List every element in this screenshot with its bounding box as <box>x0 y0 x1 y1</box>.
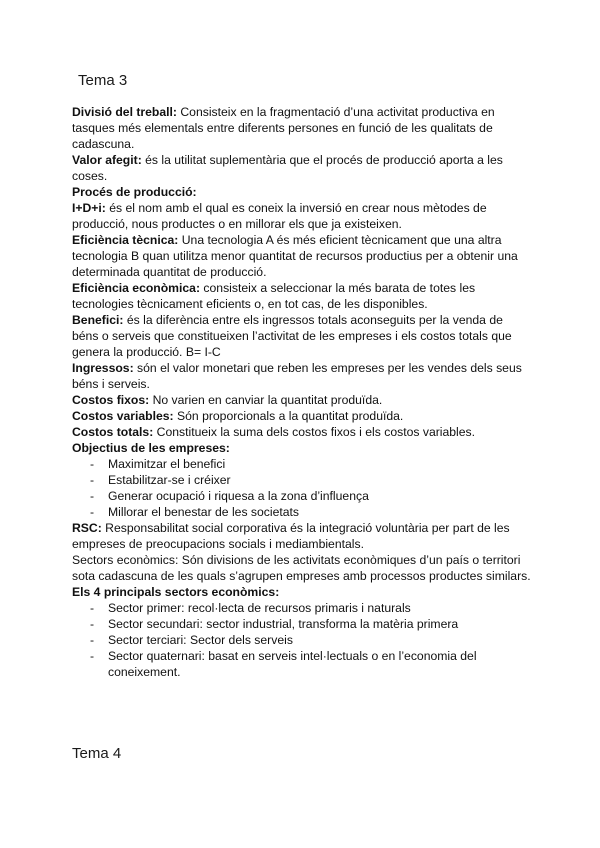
entry-eficiencia-tecnica <box>72 232 532 280</box>
term: Objectius de les empreses: <box>72 441 230 455</box>
term: Els 4 principals sectors econòmics: <box>72 585 280 599</box>
definition: Consisteix en la fragmentació d’una activitat productiva en tasques més elementals entre diferents persones en funció de les qualitats de cadascuna. <box>72 105 495 151</box>
list-item: - Estabilitzar-se i créixer <box>72 472 532 488</box>
definition: és la utilitat suplementària que el procés de producció aporta a les coses. <box>72 153 503 183</box>
list-item: - Maximitzar el benefici <box>72 456 532 472</box>
sectors-list <box>72 600 532 680</box>
definition: és la diferència entre els ingressos totals aconseguits per la venda de béns o serveis que constitueixen l’activitat de les empreses i els costos totals que genera la producció. B= I-C <box>72 313 512 359</box>
definition: No varien en canviar la quantitat produïda. <box>149 393 383 407</box>
definition: és el nom amb el qual es coneix la inversió en crear nous mètodes de producció, nous productes o en millorar els que ja existeixen. <box>72 201 487 231</box>
entry-divisio-treball <box>72 104 532 152</box>
entry-benefici <box>72 312 532 360</box>
entry-principals-sectors <box>72 584 532 600</box>
notes-body <box>72 104 532 680</box>
term: Eficiència econòmica: <box>72 281 201 295</box>
term: Valor afegit: <box>72 153 142 167</box>
list-item: - Generar ocupació i riquesa a la zona d’influença <box>72 488 532 504</box>
entry-objectius <box>72 440 532 456</box>
term: Ingressos: <box>72 361 134 375</box>
definition: Són proporcionals a la quantitat produïda. <box>173 409 404 423</box>
section-heading-tema-3: Tema 3 <box>78 72 128 89</box>
entry-ingressos <box>72 360 532 392</box>
list-item: - Millorar el benestar de les societats <box>72 504 532 520</box>
list-item: - Sector secundari: sector industrial, transforma la matèria primera <box>72 616 532 632</box>
term: Costos totals: <box>72 425 154 439</box>
term: RSC: <box>72 521 102 535</box>
section-heading-tema-4: Tema 4 <box>72 745 122 762</box>
term: Divisió del treball: <box>72 105 177 119</box>
definition: Una tecnologia A és més eficient tècnicament que una altra tecnologia B quan utilitza menor quantitat de recursos productius per a obtenir una determinada quantitat de producció. <box>72 233 518 279</box>
list-item: - Sector primer: recol·lecta de recursos primaris i naturals <box>72 600 532 616</box>
term: Costos variables: <box>72 409 174 423</box>
entry-eficiencia-economica <box>72 280 532 312</box>
term: I+D+i: <box>72 201 106 215</box>
list-item: - Sector terciari: Sector dels serveis <box>72 632 532 648</box>
entry-costos-variables <box>72 408 532 424</box>
term: Eficiència tècnica: <box>72 233 179 247</box>
definition: consisteix a seleccionar la més barata de totes les tecnologies tècnicament eficients o, en tot cas, de les disponibles. <box>72 281 476 311</box>
term: Costos fixos: <box>72 393 150 407</box>
entry-sectors-economics: Sectors econòmics: Són divisions de les activitats econòmiques d’un país o territori sota cadascuna de les quals s’agrupen empreses amb processos productes similars. <box>72 553 531 583</box>
term: Procés de producció: <box>72 185 197 199</box>
entry-rsc <box>72 520 532 552</box>
entry-proces-produccio <box>72 184 532 200</box>
list-item: - Sector quaternari: basat en serveis intel·lectuals o en l’economia del coneixement. <box>72 648 532 680</box>
entry-costos-totals <box>72 424 532 440</box>
entry-idi <box>72 200 532 232</box>
term: Benefici: <box>72 313 124 327</box>
definition: Responsabilitat social corporativa és la integració voluntària per part de les empreses de preocupacions socials i mediambientals. <box>72 521 510 551</box>
objectius-list <box>72 456 532 520</box>
definition: són el valor monetari que reben les empreses per les vendes dels seus béns i serveis. <box>72 361 522 391</box>
entry-costos-fixos <box>72 392 532 408</box>
entry-valor-afegit <box>72 152 532 184</box>
definition: Constitueix la suma dels costos fixos i els costos variables. <box>153 425 476 439</box>
